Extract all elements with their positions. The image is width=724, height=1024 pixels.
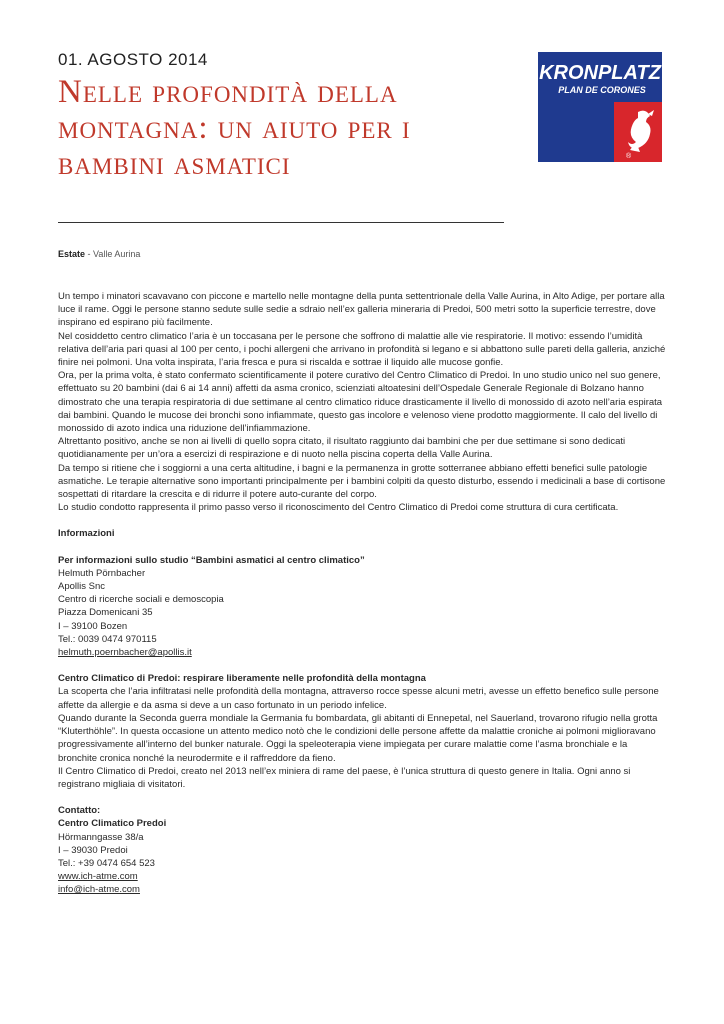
section2-heading: Centro Climatico di Predoi: respirare liberamente nelle profondità della montagna	[58, 673, 426, 685]
contact2-label: Contatto:	[58, 805, 101, 817]
contact1-email-link[interactable]: helmuth.poernbacher@apollis.it	[58, 647, 192, 659]
body-paragraph: Altrettanto positivo, anche se non ai livelli di quello sopra citato, il risultato raggiunto dai bambini che per due settimane si sono dedicati quotidianamente per un’ora a esercizi di respirazione e di nuoto nella piscina coperta della Valle Aurina.	[58, 436, 626, 461]
contact1-heading: Per informazioni sullo studio “Bambini asmatici al centro climatico”	[58, 554, 365, 566]
body-paragraph: Lo studio condotto rappresenta il primo passo verso il riconoscimento del Centro Climatico di Predoi come struttura di cura certificata.	[58, 502, 619, 514]
contact1-line: Centro di ricerche sociali e demoscopia	[58, 594, 224, 606]
contact2-line: Hörmanngasse 38/a	[58, 831, 144, 843]
contact2-email-link[interactable]: info@ich-atme.com	[58, 884, 140, 896]
contact1-line: Tel.: 0039 0474 970115	[58, 633, 157, 645]
article-date: 01. AGOSTO 2014	[58, 50, 208, 69]
info-heading: Informazioni	[58, 528, 115, 540]
logo-text-line2: PLAN DE CORONES	[558, 85, 646, 95]
section2-paragraph: Il Centro Climatico di Predoi, creato nel 2013 nell’ex miniera di rame del paese, è l’unica struttura di questo genere in Italia. Ogni anno si registrano migliaia di visitatori.	[58, 765, 631, 790]
contact2-line: I – 39030 Predoi	[58, 844, 128, 856]
category-separator: -	[85, 249, 94, 259]
category-line	[58, 249, 140, 259]
contact2-web-link[interactable]: www.ich-atme.com	[58, 871, 138, 883]
body-paragraph: Da tempo si ritiene che i soggiorni a una certa altitudine, i bagni e la permanenza in grotte sotterranee abbiano effetti benefici sulle patologie asmatiche. Le terapie alternative sono importanti principalmente per i bambini colpiti da questo disturbo, essendo i medicinali a base di cortisone sospettati di ritardare la crescita e di ridurre il potere auto-curante del corpo.	[58, 462, 666, 501]
section2-paragraph: La scoperta che l’aria infiltratasi nelle profondità della montagna, attraverso rocce spesse alcuni metri, avesse un effetto benefico sulle persone affette da allergie e da asma si deve a un caso fortunato in un periodo infelice.	[58, 686, 659, 711]
body-paragraph: Ora, per la prima volta, è stato confermato scientificamente il potere curativo del Centro Climatico di Predoi. In uno studio unico nel suo genere, effettuato su 20 bambini (dai 6 ai 14 anni) affetti da asma cronico, scienziati altoatesini dell’Ospedale Generale Regionale di Bolzano hanno dimostrato che una terapia respiratoria di due settimane al centro climatico riduce drasticamente il livello di monossido di azoto nell’aria espirata dai bambini. Quando le mucose dei bronchi sono infiammate, questo gas incolore e velenoso viene prodotto maggiormente. Il calo del livello di monossido di azoto indica una riduzione dell’infiammazione.	[58, 370, 663, 435]
kronplatz-logo	[538, 52, 662, 162]
contact1-line: Apollis Snc	[58, 581, 105, 593]
contact2-line: Tel.: +39 0474 654 523	[58, 857, 155, 869]
article-body	[58, 290, 668, 897]
section2-paragraph: Quando durante la Seconda guerra mondiale la Germania fu bombardata, gli abitanti di Ennepetal, nel Sauerland, trovarono rifugio nella grotta “Kluterthöhle”. In questa occasione un attento medico notò che le condizioni delle persone affette da malattie croniche ai polmoni miglioravano progressivamente all’interno del bunker naturale. Oggi la speleoterapia viene impiegata per curare malattie come l’asma bronchiale e la bronchite cronica nonché la neurodermite e il raffreddore da fieno.	[58, 712, 658, 764]
body-paragraph: Nel cosiddetto centro climatico l’aria è un toccasana per le persone che soffrono di malattie alle vie respiratorie. Il motivo: essendo l’umidità relativa dell’aria pari quasi al 100 per cento, i pochi allergeni che arrivano in profondità si legano e si abbattono sulle pareti della galleria, anziché finire nei polmoni. Una volta inspirata, l’aria fresca e pura si riscalda e sottrae il liquido alle mucose gonfie.	[58, 330, 666, 369]
location-label: Valle Aurina	[93, 249, 141, 259]
body-paragraph: Un tempo i minatori scavavano con piccone e martello nelle montagne della punta settentrionale della Valle Aurina, in Alto Adige, per portare alla luce il rame. Oggi le persone stanno sedute sulle sedie a sdraio nell’ex galleria mineraria di Predoi, 500 metri sotto la superficie terrestre, dove inspirano ed espirano più facilmente.	[58, 291, 665, 329]
category-label[interactable]: Estate	[58, 249, 86, 259]
contact1-line: Helmuth Pörnbacher	[58, 567, 146, 579]
title-divider	[58, 222, 504, 223]
contact1-line: Piazza Domenicani 35	[58, 607, 153, 619]
contact2-name: Centro Climatico Predoi	[58, 818, 167, 830]
logo-text-line1: KRONPLATZ	[539, 62, 661, 84]
contact1-line: I – 39100 Bozen	[58, 620, 128, 632]
article-title: Nelle profondità della montagna: un aiuto per i bambini asmatici	[58, 74, 411, 182]
registered-mark: ®	[626, 153, 632, 160]
